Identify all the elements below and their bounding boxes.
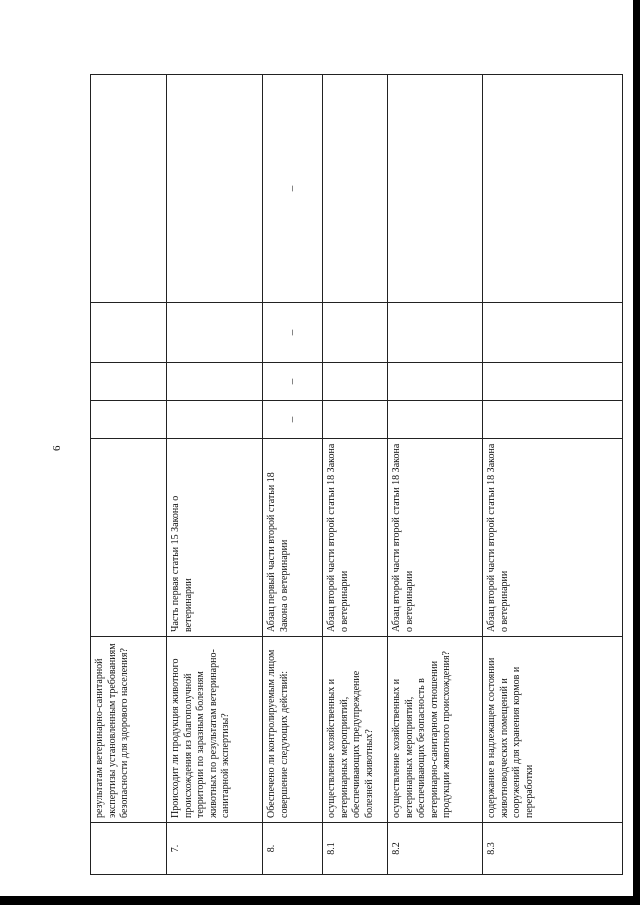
answer-cell: [91, 363, 167, 401]
row-number: 7.: [167, 823, 263, 875]
answer-cell: [91, 401, 167, 439]
row-number: [91, 823, 167, 875]
answer-cell: [323, 363, 388, 401]
question-cell: Происходит ли продукция животного происхождения из благополучной территории по заразным болезням животных по результатам ветеринарно-санитарной экспертизы?: [167, 637, 263, 823]
answer-cell: [323, 303, 388, 363]
notes-cell: [388, 75, 483, 303]
reference-cell: Абзац первый части второй статьи 18 Закона о ветеринарии: [263, 439, 323, 637]
answer-cell: [388, 401, 483, 439]
row-number: 8.2: [388, 823, 483, 875]
scan-edge-right: [633, 0, 640, 905]
table-row: [483, 75, 623, 875]
answer-cell: [167, 401, 263, 439]
answer-cell: –: [263, 303, 323, 363]
notes-cell: [167, 75, 263, 303]
rotated-table-container: [90, 75, 622, 875]
answer-cell: [388, 303, 483, 363]
notes-cell: [483, 75, 623, 303]
table-row: [167, 75, 263, 875]
answer-cell: [323, 401, 388, 439]
answer-cell: [483, 303, 623, 363]
row-number: 8.1: [323, 823, 388, 875]
page-number: 6: [51, 445, 63, 451]
answer-cell: –: [263, 401, 323, 439]
reference-cell: [91, 439, 167, 637]
answer-cell: –: [263, 363, 323, 401]
answer-cell: [167, 363, 263, 401]
table-row: [388, 75, 483, 875]
checklist-table: [90, 74, 623, 875]
scan-edge-bottom: [0, 896, 640, 905]
answer-cell: [167, 303, 263, 363]
row-number: 8.: [263, 823, 323, 875]
answer-cell: [91, 303, 167, 363]
table-row: [323, 75, 388, 875]
question-cell: осуществление хозяйственных и ветеринарных мероприятий, обеспечивающих безопасность в ветеринарно-санитарном отношении продукции животного происхождения?: [388, 637, 483, 823]
answer-cell: [483, 363, 623, 401]
reference-cell: Часть первая статьи 15 Закона о ветеринарии: [167, 439, 263, 637]
question-cell: содержание в надлежащем состоянии животноводческих помещений и сооружений для хранения кормов и переработки: [483, 637, 623, 823]
reference-cell: Абзац второй части второй статьи 18 Закона о ветеринарии: [483, 439, 623, 637]
table-row: [91, 75, 167, 875]
notes-cell: [91, 75, 167, 303]
question-cell: осуществление хозяйственных и ветеринарных мероприятий, обеспечивающих предупреждение болезней животных?: [323, 637, 388, 823]
reference-cell: Абзац второй части второй статьи 18 Закона о ветеринарии: [323, 439, 388, 637]
answer-cell: [483, 401, 623, 439]
answer-cell: [388, 363, 483, 401]
question-cell: результатам ветеринарно-санитарной экспертизы установленным требованиям безопасности для здорового населения?: [91, 637, 167, 823]
table-row: [263, 75, 323, 875]
notes-cell: [323, 75, 388, 303]
question-cell: Обеспечено ли контролируемым лицом совершение следующих действий:: [263, 637, 323, 823]
row-number: 8.3: [483, 823, 623, 875]
reference-cell: Абзац второй части второй статьи 18 Закона о ветеринарии: [388, 439, 483, 637]
notes-cell: –: [263, 75, 323, 303]
